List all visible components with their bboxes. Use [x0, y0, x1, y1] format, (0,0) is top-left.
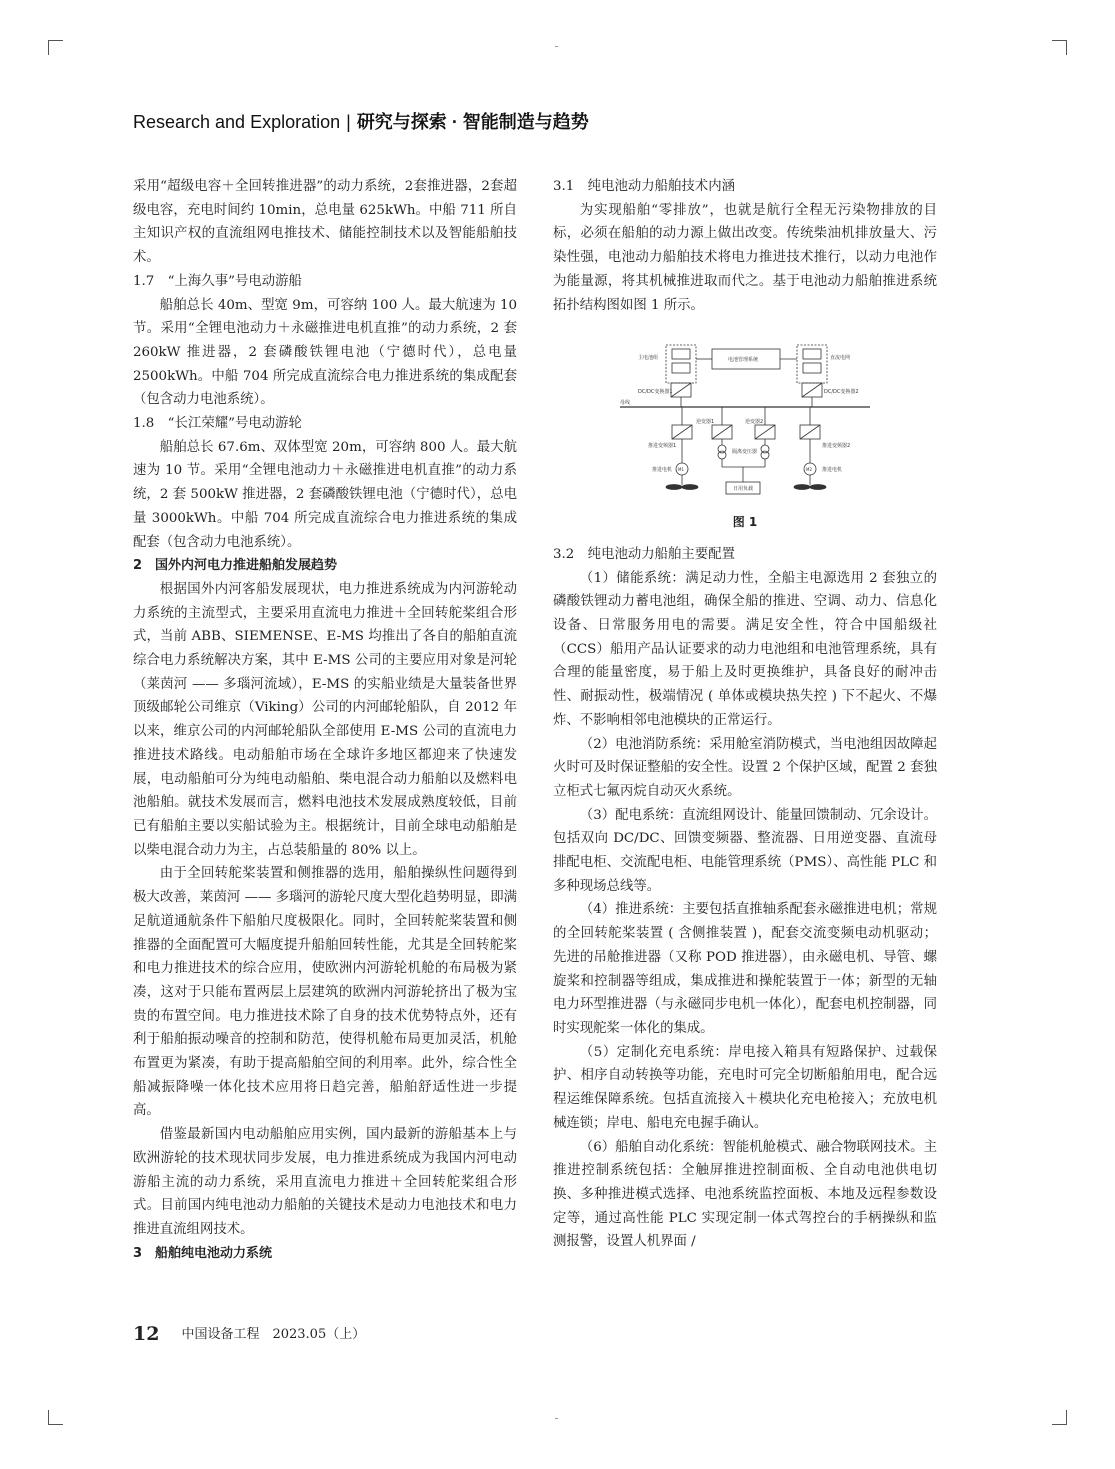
paragraph: （3）配电系统：直流组网设计、能量回馈制动、冗余设计。包括双向 DC/DC、回馈变频器、整流器、日用逆变器、直流母排配电柜、交流配电柜、电能管理系统（PMS）、高性能 PLC 和多种现场总线等。: [553, 807, 937, 894]
propeller-1: [682, 485, 698, 490]
diagram-label: 主电池组: [638, 355, 659, 362]
diagram-label: 推进电机: [652, 467, 673, 474]
battery-pack-1: [666, 345, 696, 383]
diagram-label: 母线: [620, 400, 631, 407]
registration-dot: [555, 1418, 558, 1419]
header-separator: |: [346, 112, 351, 132]
paragraph: 由于全回转舵桨装置和侧推器的选用，船舶操纵性问题得到极大改善，莱茵河 —— 多瑙河的游轮尺度大型化趋势明显，即满足航道通航条件下船舶尺度极限化。同时，全回转舵桨装置和侧推器的全面配置可大幅度提升船舶回转性能，尤其是全回转舵桨和电力推进技术的综合应用，使欧洲内河游轮机舱的布局极为紧凑，这对于只能布置两层上层建筑的欧洲内河游轮挤出了极为宝贵的布置空间。电力推进技术除了自身的技术优势特点外，还有利于船舶振动噪音的控制和防范，使得机舱布局更加灵活，机舱布置更为紧凑，有助于提高船舶空间的利用率。此外，综合性全船减振降噪一体化技术应用将日趋完善，船舶舒适性进一步提高。: [133, 866, 517, 1119]
diagram-label: DC/DC变换器2: [824, 389, 859, 396]
diagram-label: 电池管理系统: [728, 357, 759, 364]
subsection-heading: 1.8 “长江荣耀”号电动游轮: [133, 416, 302, 432]
paragraph: （6）船舶自动化系统：智能机舱模式、融合物联网技术。主推进控制系统包括：全触屏推进控制面板、全自动电池供电切换、多种推进模式选择、电池系统监控面板、本地及远程参数设定等，通过高性能 PLC 实现定制一体式驾控台的手柄操纵和监测报警，设置人机界面 /: [553, 1139, 937, 1250]
page-number: 12: [133, 1323, 160, 1345]
journal-info: 中国设备工程 2023.05（上）: [181, 1327, 366, 1342]
figure-1: [553, 337, 937, 535]
paragraph: 根据国外内河客船发展现状，电力推进系统成为内河游轮动力系统的主流型式，主要采用直流电力推进＋全回转舵桨组合形式，当前 ABB、SIEMENSE、E-MS 均推出了各自的船舶直流综合电力系统解决方案，其中 E-MS 公司的主要应用对象是河轮（莱茵河 —— 多瑙河流域），E-MS 的实船业绩是大量装备世界顶级邮轮公司维京（Viking）公司的内河邮轮船队，自 2012 年以来，维京公司的内河邮轮船队全部使用 E-MS 公司的直流电力推进技术路线。电动船舶市场在全球许多地区都迎来了快速发展，电动船舶可分为纯电动船舶、柴电混合动力船舶以及燃料电池船舶。就技术发展而言，燃料电池技术发展成熟度较低，目前已有船舶主要以实船试验为主。根据统计，目前全球电动船舶是以柴电混合动力为主，占总装船量的 80% 以上。: [133, 581, 517, 858]
paragraph: 船舶总长 40m、型宽 9m，可容纳 100 人。最大航速为 10 节。采用“全锂电池动力＋永磁推进电机直推”的动力系统，2 套 260kW 推进器，2 套磷酸铁锂电池（宁德时代），总电量 2500kWh。中船 704 所完成直流综合电力推进系统的集成配套（包含动力电池系统）。: [133, 297, 517, 408]
diagram-label: 逆变器2: [745, 419, 764, 426]
diagram-label: 推进变频器2: [822, 443, 851, 450]
battery-cell: [803, 349, 821, 359]
section-heading: 2 国外内河电力推进船舶发展趋势: [133, 558, 338, 574]
crop-mark-bottom-right: [1052, 1410, 1067, 1425]
left-column: [133, 175, 517, 1265]
section-heading: 3 船舶纯电池动力系统: [133, 1245, 273, 1261]
crop-mark-bottom-left: [48, 1410, 63, 1425]
figure-caption: 图 1: [732, 515, 758, 530]
battery-cell: [672, 363, 690, 373]
diagram-label: 逆变器1: [696, 419, 715, 426]
propeller-1: [666, 485, 682, 490]
paragraph: 为实现船舶“零排放”，也就是航行全程无污染物排放的目标，必须在船舶的动力源上做出改变。传统柴油机排放量大、污染性强，电池动力船舶技术将电力推进技术推行，以动力电池作为能量源，将其机械推进取而代之。基于电池动力船舶推进系统拓扑结构图如图 1 所示。: [553, 202, 937, 313]
diagram-label: 直流电网: [830, 355, 851, 362]
subsection-heading: 3.1 纯电池动力船舶技术内涵: [553, 179, 735, 194]
battery-pack-2: [797, 345, 827, 383]
crop-mark-top-left: [48, 40, 63, 55]
subsection-heading: 3.2 纯电池动力船舶主要配置: [553, 546, 735, 562]
paragraph: （5）定制化充电系统：岸电接入箱具有短路保护、过载保护、相序自动转换等功能，充电时可完全切断船舶用电，配合远程运维保障系统。包括直流接入＋模块化充电枪接入；充放电机械连锁；岸电、船电充电握手确认。: [553, 1044, 937, 1131]
right-column: [553, 175, 937, 1254]
diagram-label: 推进电机: [822, 467, 843, 474]
propeller-2: [794, 485, 810, 490]
diagram-label: 隔离变压器: [732, 449, 758, 456]
crop-mark-top-right: [1052, 40, 1067, 55]
paragraph: 采用“超级电容＋全回转推进器”的动力系统，2套推进器，2套超级电容，充电时间约 10min，总电量 625kWh。中船 711 所自主知识产权的直流组网电推技术、储能控制技术以及智能船舶技术。: [133, 179, 517, 266]
page-footer: [133, 1323, 365, 1345]
battery-cell: [672, 349, 690, 359]
header-chinese: 研究与探索 · 智能制造与趋势: [356, 112, 589, 132]
diagram-label: M2: [806, 467, 812, 473]
header-english: Research and Exploration: [133, 112, 341, 132]
running-header: [133, 108, 589, 134]
diagram-label: 日用负载: [733, 486, 754, 493]
diagram-label: DC/DC变换器1: [638, 389, 673, 396]
battery-cell: [803, 363, 821, 373]
paragraph: （4）推进系统：主要包括直推轴系配套永磁推进电机；常规的全回转舵桨装置 ( 含侧推装置 )，配套交流变频电动机驱动；先进的吊舱推进器（又称 POD 推进器），由永磁电机、导管、螺旋桨和控制器等组成，集成推进和操舵装置于一体；新型的无轴电力环型推进器（与永磁同步电机一体化），配套电机控制器，同时实现舵桨一体化的集成。: [553, 902, 937, 1036]
subsection-heading: 1.7 “上海久事”号电动游船: [133, 273, 302, 289]
paragraph: 船舶总长 67.6m、双体型宽 20m，可容纳 800 人。最大航速为 10 节。采用“全锂电池动力＋永磁推进电机直推”的动力系统，2 套 500kW 推进器，2 套磷酸铁锂电池（宁德时代），总电量 3000kWh。中船 704 所完成直流综合电力推进系统的集成配套（包含动力电池系统）。: [133, 439, 517, 550]
diagram-label: M1: [678, 467, 684, 473]
topology-diagram: [610, 337, 880, 507]
paragraph: （1）储能系统：满足动力性，全船主电源选用 2 套独立的磷酸铁锂动力蓄电池组，确保全船的推进、空调、动力、信息化设备、日常服务用电的需要。满足安全性，符合中国船级社（CCS）船用产品认证要求的动力电池组和电池管理系统，具有合理的能量密度，易于船上及时更换维护，具备良好的耐冲击性、耐振动性，极端情况 ( 单体或模块热失控 ) 下不起火、不爆炸、不影响相邻电池模块的正常运行。: [553, 570, 937, 728]
paragraph: （2）电池消防系统：采用舱室消防模式，当电池组因故障起火时可及时保证整船的安全性。设置 2 个保护区域，配置 2 套独立柜式七氟丙烷自动灭火系统。: [553, 736, 937, 799]
propeller-2: [810, 485, 826, 490]
registration-dot: [555, 46, 558, 47]
paragraph: 借鉴最新国内电动船舶应用实例，国内最新的游船基本上与欧洲游轮的技术现状同步发展，电力推进系统成为我国内河电动游船主流的动力系统，采用直流电力推进＋全回转舵桨组合形式。目前国内纯电池动力船舶的关键技术是动力电池技术和电力推进直流组网技术。: [133, 1127, 517, 1237]
diagram-label: 推进变频器1: [648, 443, 677, 450]
